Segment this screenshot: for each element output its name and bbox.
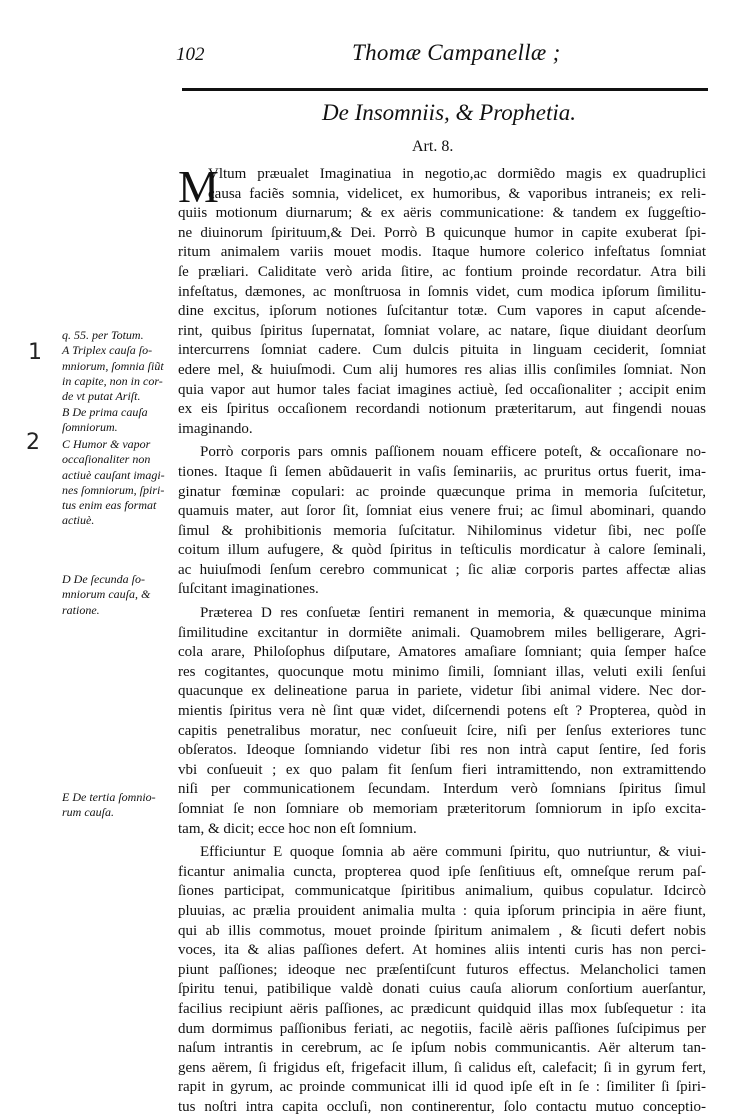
drop-cap: M xyxy=(178,161,219,212)
text-line: quia vapor aut humor tales faciat imagines actiuè, ſed occaſionaliter ; accipit enim xyxy=(178,381,706,398)
margin-note-line: actiuè cauſant imagi- xyxy=(62,467,165,482)
margin-note-line: ratione. xyxy=(62,602,100,617)
text-line: niſi per communicationem ſecundam. Interdum verò ſomnians ſpiritus ſimul xyxy=(178,781,706,798)
text-line: quamuis mater, aut ſoror ſit, ſomniat eius venere frui; ac ſimul abominari, quando xyxy=(178,503,706,520)
text-line: tam, & dicit; ecce hoc non eſt ſomnium. xyxy=(178,820,417,837)
margin-note-line: actiuè. xyxy=(62,513,95,528)
text-line: Præterea D res conſuetæ ſentiri remanent in memoria, & quæcunque minima xyxy=(200,605,706,622)
margin-note-line: tus enim eas format xyxy=(62,498,157,513)
text-line: tus noſtri intra capita occluſi, non continerentur, ſolo contactu mutuo conceptio- xyxy=(178,1098,706,1115)
margin-note-line: occaſionaliter non xyxy=(62,452,151,467)
text-line: edere mel, & huiuſmodi. Cum alij humores res alias illis conſimiles ſomniat. Non xyxy=(178,361,706,378)
text-line: rint, quibus ſpiritus ſupernatat, ſomniat volare, ac natare, ſique diuidant deorſum xyxy=(178,322,706,339)
paragraph-1 xyxy=(178,161,706,439)
text-line: ſimul & prohibitionis memoria ſuſcitatur. Nihilominus videtur ſibi, nec poſſe xyxy=(178,522,706,539)
text-line: ficantur animalia cuncta, propterea quod ipſe ſenſitiuus eſt, omneſque rerum paſ- xyxy=(178,863,706,880)
margin-note-line: A Triplex cauſa ſo- xyxy=(62,343,153,358)
text-line: tiones. Itaque ſi ſemen abũdauerit in vaſis ſeminariis, ac pruritus ortus fuerit, ima- xyxy=(178,463,706,480)
text-line: gens aërem, ſi frigidus eſt, frigefacit illum, ſi calidus eſt, calefacit; ſi in gyrum fert, xyxy=(178,1059,706,1076)
text-line: ne diuinorum ſpirituum,& Dei. Porrò B quicunque humor in capite exuberat ſpi- xyxy=(178,224,706,241)
text-line: dum dormimus paſſionibus feriati, ac negotiis, facilè aëris paſſiones ſuſcipimus per xyxy=(178,1020,706,1037)
text-line: mientis ſpiritus vera nè ſint quæ videt, diſcernendi potens eſt ? Propterea, quòd in xyxy=(178,703,706,720)
margin-note-line: mniorum cauſa, & xyxy=(62,587,151,602)
handwritten-mark: 2 xyxy=(26,430,40,455)
text-line: ac huiuſmodi ſenſum cerebro communicat ; ſic aliæ corporis partes affectæ alias xyxy=(178,561,706,578)
text-line: piunt paſſiones; ideoque nec præſentiſcunt futuros effectus. Melancholici tamen xyxy=(178,961,706,978)
text-line: Porrò corporis pars omnis paſſionem nouam efficere poteſt, & occaſionare no- xyxy=(200,444,706,461)
page-number: 102 xyxy=(176,44,205,65)
margin-note-line: rum cauſa. xyxy=(62,805,114,820)
text-line: quiis motionum diurnarum; & ex aëris communicatione: & tandem ex ſuggeſtio- xyxy=(178,205,706,222)
text-line: ex eis ſpiritus occaſionem recordandi notionum præteritarum, aut fingendi nouas xyxy=(178,401,706,418)
text-line: res cogitantes, quocunque motu minimo ſimili, ſomniant illas, veluti exili ſenſui xyxy=(178,663,706,680)
text-line: Vltum præualet Imaginatiua in negotio,ac dormiẽdo magis ex quadruplici xyxy=(208,166,706,182)
text-line: ſpiritu tenui, patibilique valdè donati cuius cauſa aliorum conſortium auerſantur, xyxy=(178,981,706,998)
text-line: vbi conſueuit ; ex quo palam fit ſenſum fieri intramittendo, non extramittendo xyxy=(178,761,706,778)
text-line: obſeratos. Ideoque ſomniando videtur ſibi res non intrà caput ſentire, ſed foris xyxy=(178,742,706,759)
text-line: infeſtatus, dæmones, ac monſtruosa in ſomnis videt, cum modica ipſorum ſimilitu- xyxy=(178,283,706,300)
margin-note-c xyxy=(62,437,176,529)
text-line: ſiones participat, communicatque ſpiritibus animalium, quibus copulatur. Idcircò xyxy=(178,883,706,900)
text-line: dine excitus, ipſorum notiones ſuſcitantur totæ. Cum vapores in caput aſcende- xyxy=(178,303,706,320)
text-line: ſe præliari. Caliditate verò arida ſitire, ac fontium proinde recordatur. Atra bili xyxy=(178,263,706,280)
text-line: cola arare, Philoſophus diſputare, Amatores amaſiare ſomniant; quia ſemper haſce xyxy=(178,644,706,661)
text-line: qui ab illis commotus, mouet proinde ſpiritum animalem , & ſicuti defert nobis xyxy=(178,922,706,939)
text-line: voces, ita & alias paſſiones defert. At homines aliis intenti curis has non perci- xyxy=(178,942,706,959)
text-line: intercurrens ſomniat cadere. Cum dulcis pituita in linguam ceciderit, ſomniat xyxy=(178,342,706,359)
margin-note-line: de vt putat Ariſt. xyxy=(62,389,141,404)
text-line: ſuſcitant imaginationes. xyxy=(178,581,319,598)
text-line: capitis penetralibus moratur, nec conſueuit ſcire, niſi per ſenſus exteriores tunc xyxy=(178,722,706,739)
text-line: rapit in gyrum, ac proinde communicat illi id quod ipſe eſt in ſe : ſimiliter ſi ſpiri- xyxy=(178,1079,706,1096)
margin-note-line: B De prima cauſa xyxy=(62,405,148,419)
margin-note-line: nes ſomniorum, ſpiri- xyxy=(62,482,165,497)
margin-note-line: ſomniorum. xyxy=(62,420,118,435)
margin-note-line: D De ſecunda ſo- xyxy=(62,572,145,586)
paragraph-3 xyxy=(178,604,706,839)
text-line: imaginando. xyxy=(178,420,253,437)
running-head: Thomæ Campanellæ ; xyxy=(352,40,561,65)
header-rule xyxy=(182,88,708,91)
margin-note-line: mniorum, ſomnia ſiũt xyxy=(62,358,164,373)
body-text xyxy=(178,161,706,1118)
margin-note-e xyxy=(62,790,176,821)
article-label: Art. 8. xyxy=(412,138,454,155)
margin-note-line: q. 55. per Totum. xyxy=(62,328,144,342)
text-line: ritum animalem variis mouet modis. Itaque humore colerico infeſtatus ſomniat xyxy=(178,244,706,261)
text-line: pluuias, ac prælia prouident animalia multa : quia ipſorum principia in aëre fiunt, xyxy=(178,902,706,919)
text-line: naſum intrantis in cerebrum, ac ſe ipſum nobis communicantis. Aër alterum tan- xyxy=(178,1040,706,1057)
margin-note-line: in capite, non in cor- xyxy=(62,373,163,388)
margin-note-b xyxy=(62,405,176,436)
margin-note-line: C Humor & vapor xyxy=(62,437,151,451)
paragraph-2 xyxy=(178,443,706,600)
text-line: quacunque ex delineatione parua in pariete, videtur ſibi animal videre. Nec dor- xyxy=(178,683,706,700)
text-line: ginatur fœminæ copulari: ac proinde quæcunque prima in memoria ſuſcitetur, xyxy=(178,483,706,500)
handwritten-mark: 1 xyxy=(28,340,42,365)
margin-note-a xyxy=(62,328,176,404)
text-line: ſomniat ſe non ſomniare ob memoriam præteritorum ſomniorum in ipſo excita- xyxy=(178,801,706,817)
text-line: coitum illum aufugere, & quòd ſpiritus in teſticulis mordicatur à calore ſeminali, xyxy=(178,542,706,559)
margin-note-d xyxy=(62,572,176,618)
text-line: ſimilitudine excitantur in dormiẽte animali. Quamobrem miles belligerare, Agri- xyxy=(178,624,706,641)
paragraph-4 xyxy=(178,843,706,1117)
section-title: De Insomniis, & Prophetia. xyxy=(322,100,577,125)
text-line: facilius recipiunt aëris paſſiones, ac prædicunt quidquid illas mox ſubſequetur : ita xyxy=(178,1000,706,1017)
text-line: causa faciẽs somnia, videlicet, ex humoribus, & vaporibus intraneis; ex reli- xyxy=(208,185,706,202)
margin-note-line: E De tertia ſomnio- xyxy=(62,790,156,804)
text-line: Efficiuntur E quoque ſomnia ab aëre communi ſpiritu, quo nutriuntur, & viui- xyxy=(200,844,706,861)
